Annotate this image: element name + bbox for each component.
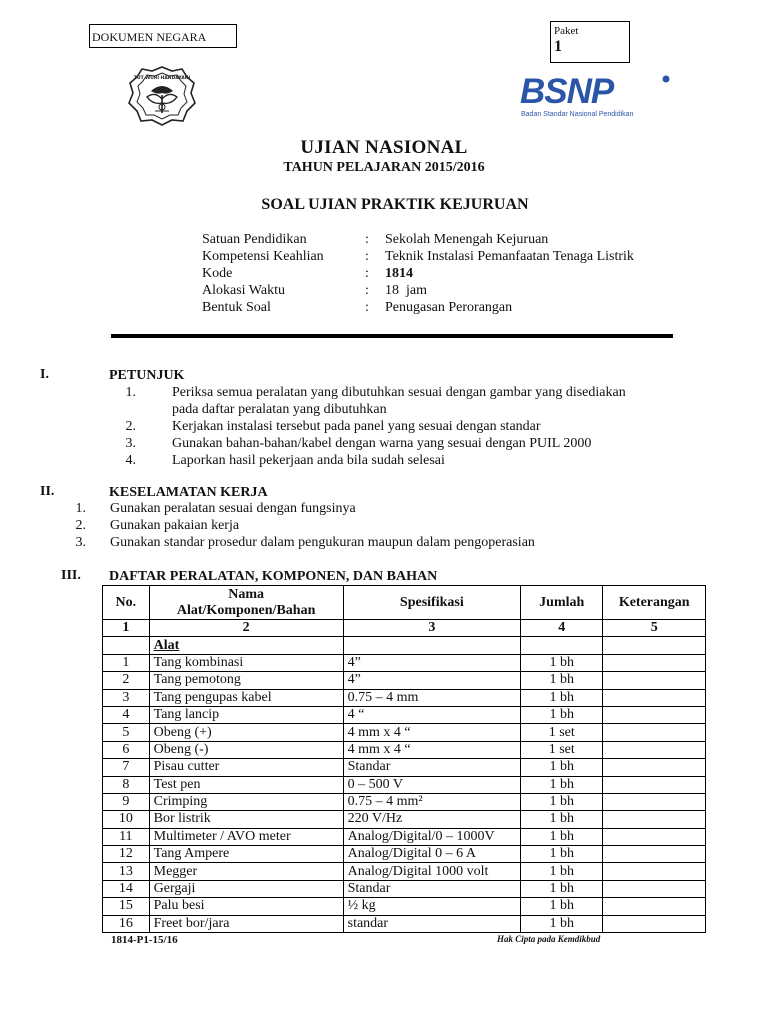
header-qty: Jumlah [521, 586, 603, 620]
section-title: PETUNJUK [109, 368, 185, 383]
group-cell-empty [603, 637, 706, 654]
cell-name: Multimeter / AVO meter [149, 828, 343, 845]
cell-qty: 1 bh [521, 828, 603, 845]
section-number: III. [61, 568, 81, 583]
tut-wuri-handayani-emblem [127, 65, 197, 127]
cell-ket [603, 706, 706, 723]
list-number: 3. [75, 535, 86, 550]
list-item [62, 534, 702, 551]
header-ket: Keterangan [603, 586, 706, 620]
cell-name: Test pen [149, 776, 343, 793]
cell-spec: Standar [343, 880, 520, 897]
exam-info [202, 231, 634, 316]
cell-ket [603, 898, 706, 915]
list-text: Gunakan bahan-bahan/kabel dengan warna yang sesuai dengan PUIL 2000 [172, 436, 592, 451]
info-row [202, 282, 634, 299]
info-row [202, 248, 634, 265]
cell-ket [603, 915, 706, 932]
paket-number: 1 [554, 38, 562, 55]
info-value: 18 jam [385, 283, 427, 298]
cell-name: Obeng (+) [149, 724, 343, 741]
info-value: Penugasan Perorangan [385, 300, 513, 315]
cell-spec: ½ kg [343, 898, 520, 915]
page-title: UJIAN NASIONAL [300, 137, 468, 158]
footer-code: 1814-P1-15/16 [111, 934, 178, 946]
cell-name: Tang pengupas kabel [149, 689, 343, 706]
table-row [103, 741, 706, 758]
list-item [120, 384, 680, 418]
list-text-line: pada daftar peralatan yang dibutuhkan [172, 402, 387, 417]
cell-no: 9 [103, 793, 150, 810]
section-title: DAFTAR PERALATAN, KOMPONEN, DAN BAHAN [109, 569, 438, 584]
cell-no: 5 [103, 724, 150, 741]
info-colon: : [365, 300, 369, 315]
cell-name: Tang pemotong [149, 672, 343, 689]
column-number: 5 [603, 620, 706, 637]
cell-no: 15 [103, 898, 150, 915]
cell-name: Crimping [149, 793, 343, 810]
document-classification-label: DOKUMEN NEGARA [92, 30, 207, 44]
table-row [103, 776, 706, 793]
list-number: 1. [125, 385, 136, 400]
header-spec: Spesifikasi [343, 586, 520, 620]
divider [111, 334, 673, 338]
cell-spec: Analog/Digital/0 – 1000V [343, 828, 520, 845]
bsnp-logo [520, 72, 672, 120]
cell-ket [603, 811, 706, 828]
header-name-line: Nama [228, 586, 265, 602]
footer-copyright: Hak Cipta pada Kemdikbud [497, 934, 601, 944]
info-label: Satuan Pendidikan [202, 232, 307, 247]
table-row [103, 828, 706, 845]
info-colon: : [365, 266, 369, 281]
cell-spec: 4 “ [343, 706, 520, 723]
table-row [103, 863, 706, 880]
cell-ket [603, 880, 706, 897]
cell-qty: 1 bh [521, 706, 603, 723]
info-row [202, 265, 634, 282]
column-number: 4 [521, 620, 603, 637]
document-classification-box [89, 24, 237, 48]
cell-ket [603, 654, 706, 671]
cell-qty: 1 bh [521, 846, 603, 863]
cell-no: 13 [103, 863, 150, 880]
cell-spec: Analog/Digital 1000 volt [343, 863, 520, 880]
cell-ket [603, 689, 706, 706]
cell-qty: 1 bh [521, 654, 603, 671]
cell-ket [603, 776, 706, 793]
cell-qty: 1 bh [521, 915, 603, 932]
table-row [103, 846, 706, 863]
info-label: Alokasi Waktu [202, 283, 285, 298]
list-number: 3. [125, 436, 136, 451]
section-title: KESELAMATAN KERJA [109, 485, 268, 500]
table-row [103, 759, 706, 776]
group-cell-empty [343, 637, 520, 654]
group-cell-empty [103, 637, 150, 654]
list-text: Gunakan peralatan sesuai dengan fungsinya [110, 501, 356, 516]
exam-title: SOAL UJIAN PRAKTIK KEJURUAN [261, 196, 529, 213]
cell-qty: 1 bh [521, 811, 603, 828]
cell-ket [603, 741, 706, 758]
cell-ket [603, 724, 706, 741]
cell-no: 3 [103, 689, 150, 706]
info-colon: : [365, 249, 369, 264]
info-label: Kode [202, 266, 233, 281]
list-text: Gunakan standar prosedur dalam pengukuran maupun dalam pengoperasian [110, 535, 535, 550]
column-number-row [103, 620, 706, 637]
list-item [120, 452, 680, 469]
table-row [103, 706, 706, 723]
table-row [103, 724, 706, 741]
cell-name: Tang kombinasi [149, 654, 343, 671]
table-row [103, 880, 706, 897]
group-cell-empty [521, 637, 603, 654]
cell-name: Bor listrik [149, 811, 343, 828]
info-value: Sekolah Menengah Kejuruan [385, 232, 549, 247]
header-no: No. [103, 586, 150, 620]
cell-name: Tang Ampere [149, 846, 343, 863]
section-number: I. [40, 367, 49, 382]
list-number: 1. [75, 501, 86, 516]
cell-no: 12 [103, 846, 150, 863]
info-colon: : [365, 283, 369, 298]
cell-no: 8 [103, 776, 150, 793]
cell-name: Palu besi [149, 898, 343, 915]
table-row [103, 915, 706, 932]
info-row [202, 299, 634, 316]
cell-ket [603, 793, 706, 810]
list-text: Laporkan hasil pekerjaan anda bila sudah selesai [172, 453, 445, 468]
table-header-row [103, 586, 706, 620]
info-label: Bentuk Soal [202, 300, 271, 315]
list-number: 2. [75, 518, 86, 533]
list-text [172, 384, 626, 418]
group-label: Alat [149, 637, 343, 654]
cell-ket [603, 828, 706, 845]
cell-qty: 1 bh [521, 776, 603, 793]
equipment-table [102, 585, 706, 933]
cell-no: 6 [103, 741, 150, 758]
cell-spec: 4 mm x 4 “ [343, 724, 520, 741]
cell-name: Megger [149, 863, 343, 880]
list-item [120, 435, 680, 452]
list-text: Kerjakan instalasi tersebut pada panel yang sesuai dengan standar [172, 419, 541, 434]
cell-ket [603, 863, 706, 880]
academic-year: TAHUN PELAJARAN 2015/2016 [283, 160, 485, 175]
table-row [103, 811, 706, 828]
cell-spec: 0 – 500 V [343, 776, 520, 793]
cell-name: Pisau cutter [149, 759, 343, 776]
cell-spec: 0.75 – 4 mm² [343, 793, 520, 810]
cell-qty: 1 set [521, 724, 603, 741]
cell-spec: 220 V/Hz [343, 811, 520, 828]
info-value: 1814 [385, 266, 413, 281]
header-name [149, 586, 343, 620]
paket-box [550, 21, 630, 63]
cell-spec: Analog/Digital 0 – 6 A [343, 846, 520, 863]
list-number: 4. [125, 453, 136, 468]
column-number: 3 [343, 620, 520, 637]
info-row [202, 231, 634, 248]
column-number: 2 [149, 620, 343, 637]
cell-qty: 1 bh [521, 863, 603, 880]
cell-spec: 4 mm x 4 “ [343, 741, 520, 758]
column-number: 1 [103, 620, 150, 637]
cell-name: Obeng (-) [149, 741, 343, 758]
cell-qty: 1 bh [521, 793, 603, 810]
cell-spec: standar [343, 915, 520, 932]
list-item [120, 418, 680, 435]
list-item [62, 500, 702, 517]
cell-qty: 1 bh [521, 672, 603, 689]
list-text-line: Periksa semua peralatan yang dibutuhkan sesuai dengan gambar yang disediakan [172, 385, 626, 400]
cell-spec: 4” [343, 672, 520, 689]
info-colon: : [365, 232, 369, 247]
cell-qty: 1 bh [521, 898, 603, 915]
cell-no: 1 [103, 654, 150, 671]
bsnp-logo-text: BSNP [520, 72, 614, 111]
cell-no: 14 [103, 880, 150, 897]
cell-qty: 1 bh [521, 759, 603, 776]
table-row [103, 898, 706, 915]
info-value: Teknik Instalasi Pemanfaatan Tenaga Listrik [385, 249, 634, 264]
cell-no: 16 [103, 915, 150, 932]
cell-no: 10 [103, 811, 150, 828]
cell-spec: Standar [343, 759, 520, 776]
group-row [103, 637, 706, 654]
cell-no: 11 [103, 828, 150, 845]
cell-spec: 0.75 – 4 mm [343, 689, 520, 706]
cell-no: 2 [103, 672, 150, 689]
table-row [103, 793, 706, 810]
cell-no: 7 [103, 759, 150, 776]
list-item [62, 517, 702, 534]
cell-qty: 1 set [521, 741, 603, 758]
cell-name: Freet bor/jara [149, 915, 343, 932]
safety-list [62, 500, 702, 551]
emblem-text: TUT WURI HANDAYANI [133, 76, 191, 81]
paket-label: Paket [554, 25, 579, 37]
cell-name: Gergaji [149, 880, 343, 897]
cell-no: 4 [103, 706, 150, 723]
cell-qty: 1 bh [521, 689, 603, 706]
bsnp-subtitle: Badan Standar Nasional Pendidikan [521, 111, 634, 118]
cell-spec: 4” [343, 654, 520, 671]
cell-name: Tang lancip [149, 706, 343, 723]
table-row [103, 689, 706, 706]
table-row [103, 654, 706, 671]
header-name-line: Alat/Komponen/Bahan [176, 602, 316, 618]
cell-ket [603, 759, 706, 776]
cell-qty: 1 bh [521, 880, 603, 897]
section-number: II. [40, 484, 55, 499]
list-number: 2. [125, 419, 136, 434]
info-label: Kompetensi Keahlian [202, 249, 324, 264]
instruction-list [120, 384, 680, 469]
cell-ket [603, 846, 706, 863]
list-text: Gunakan pakaian kerja [110, 518, 240, 533]
table-row [103, 672, 706, 689]
cell-ket [603, 672, 706, 689]
